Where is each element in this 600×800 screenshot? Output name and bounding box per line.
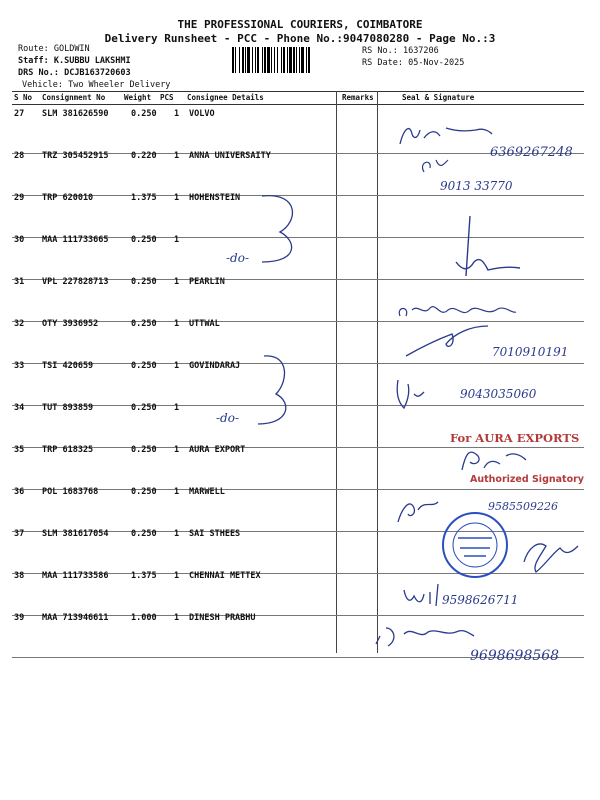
row-consignment-no: SLM 381617054: [42, 529, 109, 539]
row-consignment-no: POL 1683768: [42, 487, 99, 497]
row-consignment-no: MAA 111733665: [42, 235, 109, 245]
row-weight: 0.250: [131, 529, 157, 539]
row-weight: 1.375: [131, 571, 157, 581]
signature-row-32: [406, 326, 488, 356]
row-weight: 0.250: [131, 445, 157, 455]
row-sno: 27: [14, 109, 25, 119]
row-weight: 0.250: [131, 487, 157, 497]
col-consignee: Consignee Details: [187, 93, 264, 102]
row-consignment-no: MAA 713946611: [42, 613, 109, 623]
staff-value: K.SUBBU LAKSHMI: [53, 56, 131, 66]
row-pcs: 1: [174, 361, 180, 371]
drs-value: DCJB163720603: [64, 68, 131, 78]
rs-date-label: RS Date:: [362, 58, 403, 68]
row-sno: 34: [14, 403, 25, 413]
row-weight: 0.250: [131, 319, 157, 329]
row-sno: 28: [14, 151, 25, 161]
ditto-rows-33-34: -do-: [216, 411, 240, 425]
row-weight: 1.000: [131, 613, 157, 623]
row-consignee: MARWELL: [189, 487, 225, 497]
initials-row-28: [422, 160, 448, 172]
row-weight: 1.375: [131, 193, 157, 203]
vehicle-value: Two Wheeler Delivery: [68, 80, 171, 90]
stamp-authorized: Authorized Signatory: [470, 474, 584, 485]
row-sno: 30: [14, 235, 25, 245]
rs-no-value: 1637206: [402, 46, 439, 56]
row-consignee: UTTWAL: [189, 319, 220, 329]
brace-rows-29-30: [262, 196, 292, 262]
row-sno: 37: [14, 529, 25, 539]
round-seal: [443, 513, 507, 577]
row-consignment-no: TRP 618325: [42, 445, 94, 455]
col-seal-signature: Seal & Signature: [402, 93, 475, 102]
row-sno: 35: [14, 445, 25, 455]
col-sno: S No: [14, 93, 33, 102]
row-weight: 0.250: [131, 277, 157, 287]
row-consignee: VOLVO: [189, 109, 215, 119]
row-pcs: 1: [174, 445, 180, 455]
phone-row-27: 6369267248: [490, 145, 573, 160]
row-consignee: CHENNAI METTEX: [189, 571, 261, 581]
row-pcs: 1: [174, 403, 180, 413]
row-sno: 29: [14, 193, 25, 203]
signature-row-39: [376, 628, 474, 646]
row-consignee: ANNA UNIVERSAITY: [189, 151, 271, 161]
row-pcs: 1: [174, 571, 180, 581]
signature-row-27: [400, 128, 492, 144]
row-weight: 0.250: [131, 403, 157, 413]
row-consignee: PEARLIN: [189, 277, 225, 287]
row-weight: 0.250: [131, 361, 157, 371]
row-pcs: 1: [174, 277, 180, 287]
row-weight: 0.220: [131, 151, 157, 161]
scribble-row-32: [399, 307, 516, 316]
row-consignee: AURA EXPORT: [189, 445, 246, 455]
staff-label: Staff:: [18, 56, 49, 66]
row-weight: 0.250: [131, 235, 157, 245]
drs-label: DRS No.:: [18, 68, 59, 78]
phone-row-32: 7010910191: [492, 345, 569, 359]
rs-date-value: 05-Nov-2025: [408, 58, 465, 68]
row-pcs: 1: [174, 487, 180, 497]
vehicle-label: Vehicle:: [22, 80, 63, 90]
row-pcs: 1: [174, 529, 180, 539]
row-consignee: GOVINDARAJ: [189, 361, 241, 371]
signature-row-37: [524, 544, 578, 572]
phone-row-38: 9598626711: [442, 593, 519, 607]
company-title: THE PROFESSIONAL COURIERS, COIMBATORE: [177, 18, 423, 31]
row-consignee: HOHENSTEIN: [189, 193, 241, 203]
row-sno: 32: [14, 319, 25, 329]
col-consignment: Consignment No: [42, 93, 106, 102]
col-remarks: Remarks: [342, 93, 374, 102]
row-consignee: SAI STHEES: [189, 529, 241, 539]
ditto-rows-29-30: -do-: [226, 251, 250, 265]
row-pcs: 1: [174, 319, 180, 329]
row-consignment-no: VPL 227828713: [42, 277, 109, 287]
row-consignee: DINESH PRABHU: [189, 613, 256, 623]
phone-row-36: 9585509226: [488, 500, 558, 513]
row-sno: 38: [14, 571, 25, 581]
route-value: GOLDWIN: [53, 44, 90, 54]
row-pcs: 1: [174, 109, 180, 119]
signature-row-30: [456, 216, 520, 276]
row-sno: 31: [14, 277, 25, 287]
route-label: Route:: [18, 44, 49, 54]
row-pcs: 1: [174, 193, 180, 203]
row-pcs: 1: [174, 151, 180, 161]
runsheet-subtitle: Delivery Runsheet - PCC - Phone No.:9047080280 - Page No.:3: [104, 32, 496, 45]
row-consignment-no: TSI 420659: [42, 361, 94, 371]
row-sno: 36: [14, 487, 25, 497]
stamp-company: For AURA EXPORTS: [450, 431, 580, 445]
row-consignment-no: SLM 381626590: [42, 109, 109, 119]
signature-row-36: [398, 502, 438, 522]
brace-rows-33-34: [258, 356, 286, 424]
row-consignment-no: TRZ 305452915: [42, 151, 109, 161]
col-pcs: PCS: [160, 93, 174, 102]
col-weight: Weight: [124, 93, 152, 102]
row-sno: 33: [14, 361, 25, 371]
row-weight: 0.250: [131, 109, 157, 119]
signature-row-38: [404, 584, 438, 606]
row-pcs: 1: [174, 613, 180, 623]
row-consignment-no: TUT 893859: [42, 403, 94, 413]
rs-no-label: RS No.:: [362, 46, 398, 56]
signature-row-33: [397, 380, 424, 408]
phone-row-33: 9043035060: [460, 387, 537, 401]
row-pcs: 1: [174, 235, 180, 245]
row-consignment-no: MAA 111733586: [42, 571, 109, 581]
row-consignment-no: TRP 620010: [42, 193, 94, 203]
phone-row-39: 9698698568: [470, 648, 560, 664]
signature-row-35: [462, 452, 526, 470]
row-consignment-no: OTY 3936952: [42, 319, 99, 329]
row-sno: 39: [14, 613, 25, 623]
phone-row-28: 9013 33770: [440, 179, 513, 193]
